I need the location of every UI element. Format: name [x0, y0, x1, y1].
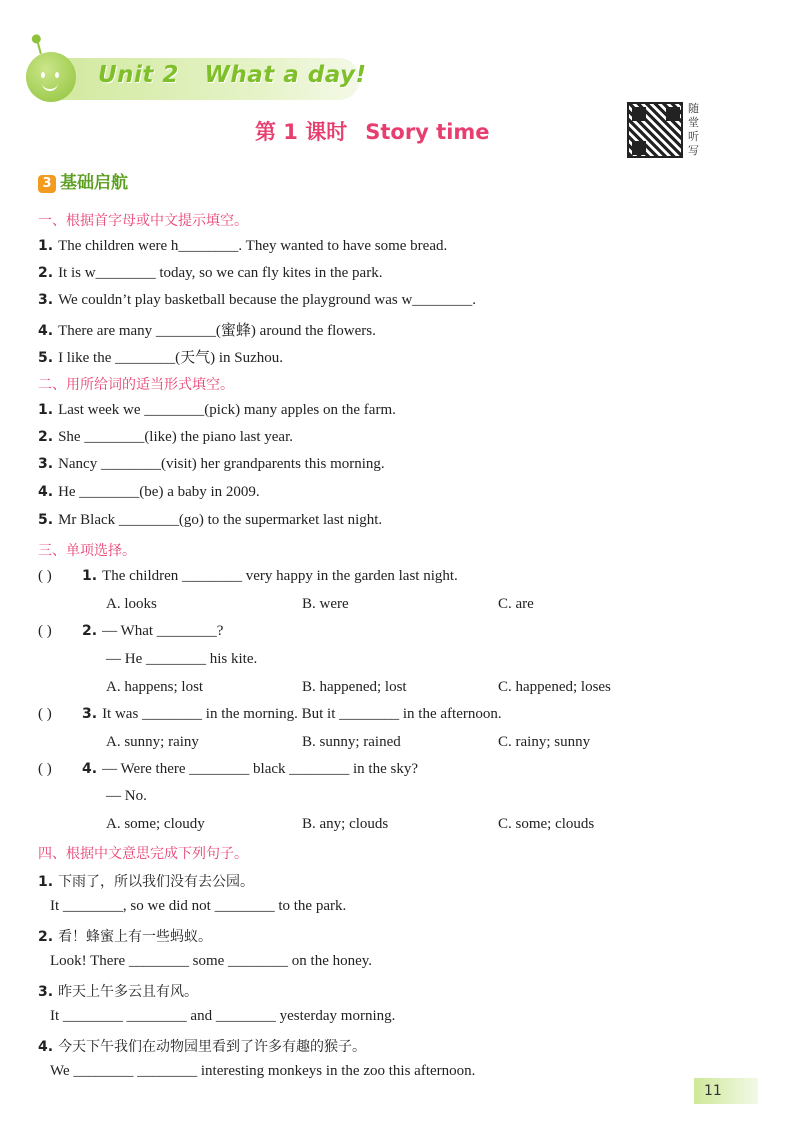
option-c: C. rainy; sunny — [498, 734, 591, 750]
item-text: Last week we ________(pick) many apples on the farm. — [58, 402, 396, 418]
item-text: The children were h________. They wanted to have some bread. — [58, 238, 448, 254]
question-text: The children ________ very happy in the garden last night. — [102, 568, 458, 584]
item-number: 1. — [38, 874, 54, 890]
item-text: She ________(like) the piano last year. — [58, 429, 294, 445]
option-c: C. are — [498, 596, 534, 612]
section-badge: 3 — [38, 175, 56, 193]
question-text: It was ________ in the morning. But it ________ in the afternoon. — [102, 706, 502, 722]
mc-question — [38, 623, 223, 640]
item-number: 3. — [38, 984, 54, 1000]
translation-answer: Look! There ________ some ________ on the honey. — [50, 953, 373, 969]
part2-item — [38, 512, 382, 529]
option-c: C. some; clouds — [498, 816, 595, 832]
translation-prompt — [38, 926, 212, 946]
answer-paren: ( ) — [38, 623, 52, 639]
item-number: 3. — [38, 456, 54, 472]
part1-title: 一、根据首字母或中文提示填空。 — [38, 213, 248, 229]
chinese-sentence: 昨天上午多云且有风。 — [58, 984, 199, 1000]
mc-question — [38, 761, 418, 778]
item-number: 1. — [38, 238, 54, 254]
item-text: I like the ________(天气) in Suzhou. — [58, 350, 284, 366]
unit-title: Unit 2 What a day! — [98, 62, 367, 88]
option-a: A. looks — [106, 596, 157, 612]
option-a: A. happens; lost — [106, 679, 204, 695]
answer-paren: ( ) — [38, 761, 52, 777]
item-text: It is w________ today, so we can fly kites in the park. — [58, 265, 383, 281]
mascot-icon — [26, 52, 76, 102]
item-number: 5. — [38, 350, 54, 366]
item-text: Mr Black ________(go) to the supermarket last night. — [58, 512, 383, 528]
question-text: — Were there ________ black ________ in the sky? — [102, 761, 419, 777]
item-text: He ________(be) a baby in 2009. — [58, 484, 260, 500]
item-number: 3. — [38, 292, 54, 308]
part2-item — [38, 456, 385, 473]
item-number: 4. — [38, 323, 54, 339]
item-number: 4. — [38, 1039, 54, 1055]
part1-item — [38, 319, 376, 340]
question-number: 2. — [82, 623, 98, 639]
option-c: C. happened; loses — [498, 679, 611, 695]
translation-answer: We ________ ________ interesting monkeys in the zoo this afternoon. — [50, 1063, 476, 1079]
question-text-line2: — He ________ his kite. — [106, 651, 258, 667]
section-title: 基础启航 — [60, 173, 128, 193]
translation-prompt — [38, 981, 198, 1001]
part2-item — [38, 484, 260, 501]
question-text-line2: — No. — [106, 788, 147, 804]
item-number: 5. — [38, 512, 54, 528]
question-number: 1. — [82, 568, 98, 584]
translation-answer: It ________, so we did not ________ to the park. — [50, 898, 347, 914]
translation-prompt — [38, 871, 254, 891]
answer-paren: ( ) — [38, 568, 52, 584]
lesson-name: Story time — [365, 120, 490, 144]
item-number: 2. — [38, 265, 54, 281]
translation-prompt — [38, 1036, 366, 1056]
question-number: 3. — [82, 706, 98, 722]
item-number: 1. — [38, 402, 54, 418]
question-text: — What ________? — [102, 623, 224, 639]
part3-title: 三、单项选择。 — [38, 543, 136, 559]
chinese-sentence: 下雨了，所以我们没有去公园。 — [58, 874, 255, 890]
part1-item — [38, 292, 476, 309]
item-number: 2. — [38, 929, 54, 945]
option-b: B. any; clouds — [302, 816, 389, 832]
part1-item — [38, 238, 447, 255]
lesson-title — [255, 116, 490, 146]
option-a: A. some; cloudy — [106, 816, 205, 832]
item-text: We couldn’t play basketball because the playground was w________. — [58, 292, 477, 308]
question-number: 4. — [82, 761, 98, 777]
option-b: B. sunny; rained — [302, 734, 401, 750]
chinese-sentence: 看！蜂蜜上有一些蚂蚁。 — [58, 929, 213, 945]
qr-label: 随堂听写 — [688, 102, 699, 157]
section-heading — [38, 168, 128, 193]
qr-code-icon[interactable] — [627, 102, 683, 158]
item-number: 4. — [38, 484, 54, 500]
option-b: B. happened; lost — [302, 679, 407, 695]
part4-title: 四、根据中文意思完成下列句子。 — [38, 846, 248, 862]
mc-question — [38, 706, 502, 723]
option-b: B. were — [302, 596, 349, 612]
part1-item — [38, 265, 382, 282]
translation-answer: It ________ ________ and ________ yesterday morning. — [50, 1008, 396, 1024]
item-number: 2. — [38, 429, 54, 445]
answer-paren: ( ) — [38, 706, 52, 722]
item-text: Nancy ________(visit) her grandparents this morning. — [58, 456, 385, 472]
part2-title: 二、用所给词的适当形式填空。 — [38, 377, 234, 393]
part1-item — [38, 346, 283, 367]
part2-item — [38, 429, 293, 446]
option-a: A. sunny; rainy — [106, 734, 199, 750]
lesson-number: 第 1 课时 — [255, 120, 348, 144]
chinese-sentence: 今天下午我们在动物园里看到了许多有趣的猴子。 — [58, 1039, 367, 1055]
mc-question — [38, 568, 458, 585]
page-number: 11 — [694, 1078, 758, 1104]
item-text: There are many ________(蜜蜂) around the flowers. — [58, 323, 376, 339]
part2-item — [38, 402, 396, 419]
